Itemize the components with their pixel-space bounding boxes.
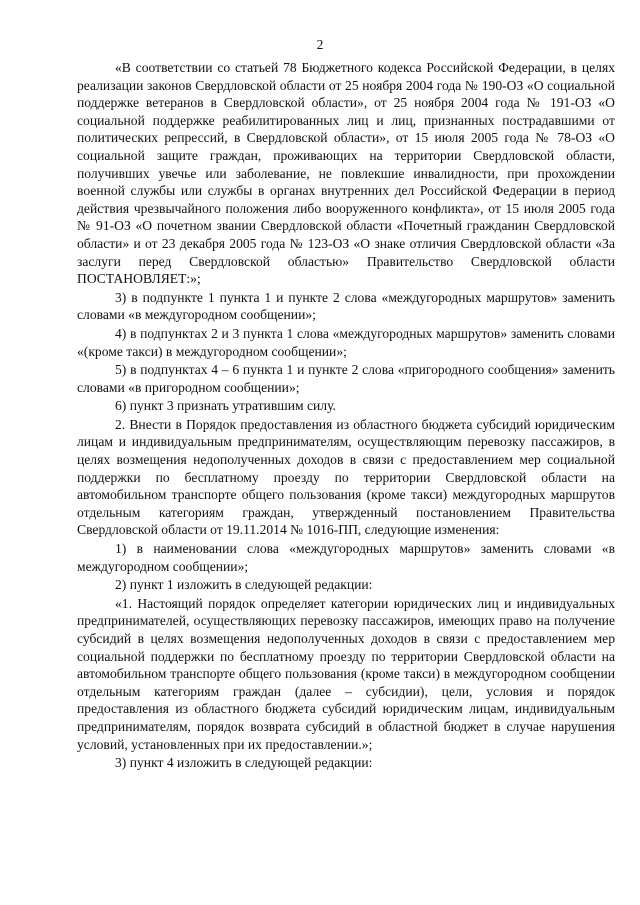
paragraph-section-2: 2. Внести в Порядок предоставления из областного бюджета субсидий юридическим лицам и индивидуальным предпринимателям, осуществляющим перевозку пассажиров, в целях возмещения недополученных доходов в связи с предоставлением мер социальной поддержки по бесплатному проезду по территории Свердловской области на автомобильном транспорте общего пользования (кроме такси) междугородных маршрутов отдельным категориям граждан, утвержденный постановлением Правительства Свердловской области от 19.11.2014 № 1016-ПП, следующие изменения: bbox=[77, 416, 615, 538]
paragraph-item-3: 3) в подпункте 1 пункта 1 и пункте 2 слова «междугородных маршрутов» заменить словами «в междугородном сообщении»; bbox=[77, 289, 615, 323]
paragraph-subitem-3: 3) пункт 4 изложить в следующей редакции: bbox=[115, 755, 373, 771]
paragraph-item-5: 5) в подпунктах 4 – 6 пункта 1 и пункте 2 слова «пригородного сообщения» заменить словами «в пригородном сообщении»; bbox=[77, 362, 615, 395]
paragraph-item-4: 4) в подпунктах 2 и 3 пункта 1 слова «междугородных маршрутов» заменить словами «(кроме такси) в междугородном сообщении»; bbox=[77, 325, 615, 359]
paragraph-subitem-2: 2) пункт 1 изложить в следующей редакции: bbox=[115, 577, 373, 593]
paragraph-item-6: 6) пункт 3 признать утратившим силу. bbox=[115, 398, 336, 414]
paragraph-quoted-point-1: «1. Настоящий порядок определяет категории юридических лиц и индивидуальных предпринимателей, осуществляющих перевозку пассажиров, имеющих право на получение субсидий в целях возмещения недополученных доходов в связи с предоставлением мер социальной поддержки по бесплатному проезду по территории Свердловской области на автомобильном транспорте общего пользования (кроме такси) в междугородном сообщении отдельным категориям граждан (далее – субсидии), цели, условия и порядок предоставления из областного бюджета субсидий юридическим лицам, индивидуальным предпринимателям, порядок возврата субсидий в областной бюджет в случае нарушения условий, установленных при их предоставлении.»; bbox=[77, 595, 615, 752]
paragraph-subitem-1: 1) в наименовании слова «междугородных маршрутов» заменить словами «в междугородном сообщении»; bbox=[77, 541, 615, 574]
paragraph-preamble: «В соответствии со статьей 78 Бюджетного кодекса Российской Федерации, в целях реализации законов Свердловской области от 25 ноября 2004 года № 190-ОЗ «О социальной поддержке ветеранов в Свердловской области», от 25 ноября 2004 года № 191-ОЗ «О социальной поддержке реабилитированных лиц и лиц, признанных пострадавшими от политических репрессий, в Свердловской области», от 15 июля 2005 года № 78-ОЗ «О социальной защите граждан, проживающих на территории Свердловской области, получивших увечье или заболевание, не повлекшие инвалидности, при прохождении военной службы или службы в органах внутренних дел Российской Федерации в период действия чрезвычайного положения либо вооруженного конфликта», от 15 июля 2005 года № 91-ОЗ «О почетном звании Свердловской области «Почетный гражданин Свердловской области» и от 23 декабря 2005 года № 123-ОЗ «О знаке отличия Свердловской области «За заслуги перед Свердловской областью» Правительство Свердловской области ПОСТАНОВЛЯЕТ:»; bbox=[77, 60, 615, 287]
page-number: 2 bbox=[316, 37, 324, 52]
document-body bbox=[77, 59, 615, 772]
